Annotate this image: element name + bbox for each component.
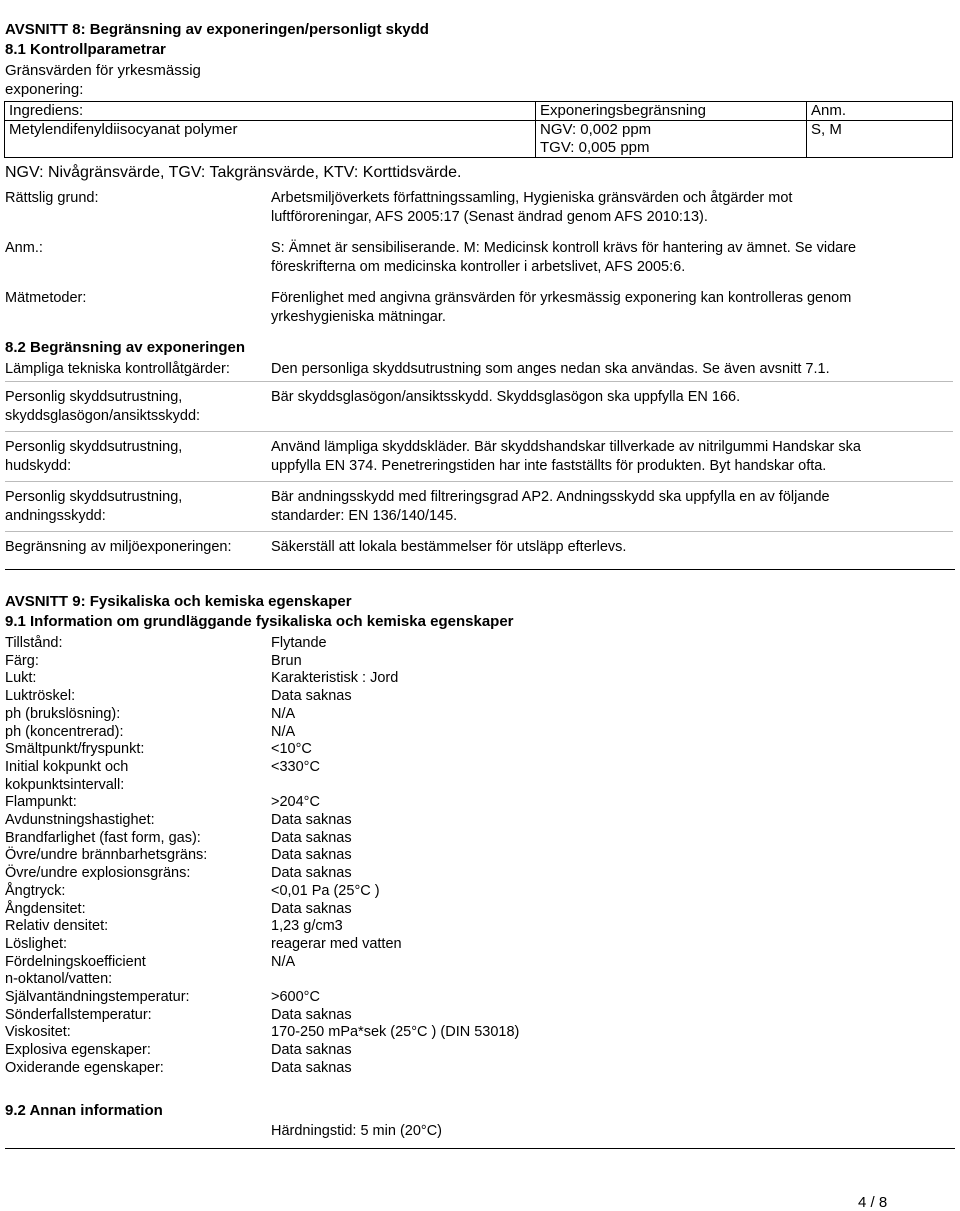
property-value: Data saknas (271, 812, 352, 828)
property-label: Flampunkt: (5, 794, 77, 811)
tech-controls-value: Den personliga skyddsutrustning som anges nedan ska användas. Se även avsnitt 7.1. (271, 361, 830, 377)
property-value: N/A (271, 953, 296, 970)
methods-label: Mätmetoder: (5, 290, 87, 306)
property-label: ph (brukslösning): (5, 705, 121, 722)
property-value: Data saknas (271, 1006, 352, 1023)
limit-tgv: TGV: 0,005 ppm (540, 139, 650, 156)
property-label: Relativ densitet: (5, 918, 109, 935)
respiratory-label-2: andningsskydd: (5, 508, 106, 524)
property-label: ph (koncentrerad): (5, 723, 124, 740)
note-line2: föreskrifterna om medicinska kontroller i arbetslivet, AFS 2005:6. (271, 259, 686, 275)
table-header: Exponeringsbegränsning (536, 102, 807, 121)
property-label: Övre/undre explosionsgräns: (5, 865, 191, 882)
property-value: Data saknas (271, 900, 352, 917)
property-value: 1,23 g/cm3 (271, 918, 343, 935)
property-value: N/A (271, 705, 296, 722)
section-separator (5, 569, 955, 570)
ingredient-cell: Metylendifenyldiisocyanat polymer (5, 121, 536, 158)
table-header-row (5, 102, 953, 121)
env-exposure-value: Säkerställ att lokala bestämmelser för utsläpp efterlevs. (271, 539, 627, 555)
divider (5, 481, 953, 482)
section-separator (5, 1148, 955, 1149)
property-label: Brandfarlighet (fast form, gas): (5, 829, 201, 846)
property-value: Data saknas (271, 1059, 352, 1076)
property-value: <0,01 Pa (25°C ) (271, 882, 380, 899)
property-label: Sönderfallstemperatur: (5, 1006, 152, 1023)
property-label: Luktröskel: (5, 688, 76, 705)
skin-protection-label-2: hudskydd: (5, 458, 72, 474)
property-value: Data saknas (271, 865, 352, 882)
table-row (5, 121, 953, 158)
section-8-title: AVSNITT 8: Begränsning av exponeringen/personligt skydd (5, 21, 429, 38)
property-label: Tillstånd: (5, 635, 63, 651)
legal-basis-line2: luftföroreningar, AFS 2005:17 (Senast ändrad genom AFS 2010:13). (271, 209, 708, 225)
section-9-1-heading: 9.1 Information om grundläggande fysikaliska och kemiska egenskaper (5, 613, 514, 630)
property-label: Ångdensitet: (5, 900, 86, 917)
limits-title-line1: Gränsvärden för yrkesmässig (5, 62, 201, 79)
divider (5, 431, 953, 432)
property-value: reagerar med vatten (271, 935, 402, 952)
property-value: Data saknas (271, 688, 352, 705)
property-value: Data saknas (271, 829, 352, 846)
limit-cell (536, 121, 807, 158)
section-9-2-heading: 9.2 Annan information (5, 1102, 163, 1119)
legal-basis-line1: Arbetsmiljöverkets författningssamling, Hygieniska gränsvärden och åtgärder mot (271, 190, 793, 206)
methods-line1: Förenlighet med angivna gränsvärden för yrkesmässig exponering kan kontrolleras genom (271, 290, 852, 306)
property-value: >600°C (271, 989, 320, 1005)
divider (5, 531, 953, 532)
property-label: Ångtryck: (5, 882, 66, 899)
note-line1: S: Ämnet är sensibiliserande. M: Medicinsk kontroll krävs för hantering av ämnet. Se vidare (271, 240, 857, 256)
respiratory-value-2: standarder: EN 136/140/145. (271, 508, 458, 524)
eye-protection-value: Bär skyddsglasögon/ansiktsskydd. Skyddsglasögon ska uppfylla EN 166. (271, 389, 741, 405)
section-9-title: AVSNITT 9: Fysikaliska och kemiska egenskaper (5, 593, 352, 610)
eye-protection-label-1: Personlig skyddsutrustning, (5, 389, 183, 405)
limit-ngv: NGV: 0,002 ppm (540, 121, 652, 138)
exposure-limits-table (4, 101, 953, 158)
table-header: Ingrediens: (5, 102, 536, 121)
property-label: Övre/undre brännbarhetsgräns: (5, 847, 208, 864)
note-label: Anm.: (5, 240, 43, 256)
note-cell: S, M (807, 121, 953, 158)
respiratory-label-1: Personlig skyddsutrustning, (5, 489, 183, 505)
property-label: Initial kokpunkt och (5, 758, 129, 775)
limits-title-line2: exponering: (5, 81, 84, 98)
section-8-2-heading: 8.2 Begränsning av exponeringen (5, 339, 246, 356)
property-value: Data saknas (271, 847, 352, 864)
property-value: 170-250 mPa*sek (25°C ) (DIN 53018) (271, 1024, 520, 1041)
divider (5, 381, 953, 382)
property-label: Lukt: (5, 670, 37, 687)
skin-protection-value-2: uppfylla EN 374. Penetreringstiden har inte fastställts för produkten. Byt handskar ofta. (271, 458, 827, 474)
property-value: N/A (271, 723, 296, 740)
section-8-1-heading: 8.1 Kontrollparametrar (5, 41, 166, 58)
skin-protection-label-1: Personlig skyddsutrustning, (5, 439, 183, 455)
property-label: Löslighet: (5, 935, 68, 952)
property-label: Explosiva egenskaper: (5, 1042, 151, 1059)
property-value: Karakteristisk : Jord (271, 670, 399, 687)
env-exposure-label: Begränsning av miljöexponeringen: (5, 539, 232, 555)
property-value: <10°C (271, 741, 312, 758)
curing-time-value: Härdningstid: 5 min (20°C) (271, 1123, 443, 1139)
limits-legend: NGV: Nivågränsvärde, TGV: Takgränsvärde, KTV: Korttidsvärde. (5, 164, 462, 181)
legal-basis-label: Rättslig grund: (5, 190, 99, 206)
table-header: Anm. (807, 102, 953, 121)
page-number: 4 / 8 (858, 1194, 888, 1211)
property-label: Självantändningstemperatur: (5, 989, 190, 1005)
respiratory-value-1: Bär andningsskydd med filtreringsgrad AP2. Andningsskydd ska uppfylla en av följande (271, 489, 830, 505)
property-label: Smältpunkt/fryspunkt: (5, 741, 145, 758)
property-label-continued: kokpunktsintervall: (5, 776, 125, 793)
eye-protection-label-2: skyddsglasögon/ansiktsskydd: (5, 408, 201, 424)
property-label: Fördelningskoefficient (5, 953, 146, 970)
property-value: <330°C (271, 758, 320, 775)
tech-controls-label: Lämpliga tekniska kontrollåtgärder: (5, 361, 230, 377)
skin-protection-value-1: Använd lämpliga skyddskläder. Bär skyddshandskar tillverkade av nitrilgummi Handskar ska (271, 439, 861, 455)
property-label-continued: n-oktanol/vatten: (5, 971, 113, 988)
property-value: Data saknas (271, 1042, 352, 1059)
property-label: Avdunstningshastighet: (5, 812, 155, 828)
property-value: >204°C (271, 794, 320, 811)
property-value: Flytande (271, 635, 327, 651)
property-label: Oxiderande egenskaper: (5, 1059, 164, 1076)
property-label: Färg: (5, 652, 39, 669)
methods-line2: yrkeshygieniska mätningar. (271, 309, 446, 325)
property-value: Brun (271, 652, 302, 669)
property-label: Viskositet: (5, 1024, 71, 1041)
